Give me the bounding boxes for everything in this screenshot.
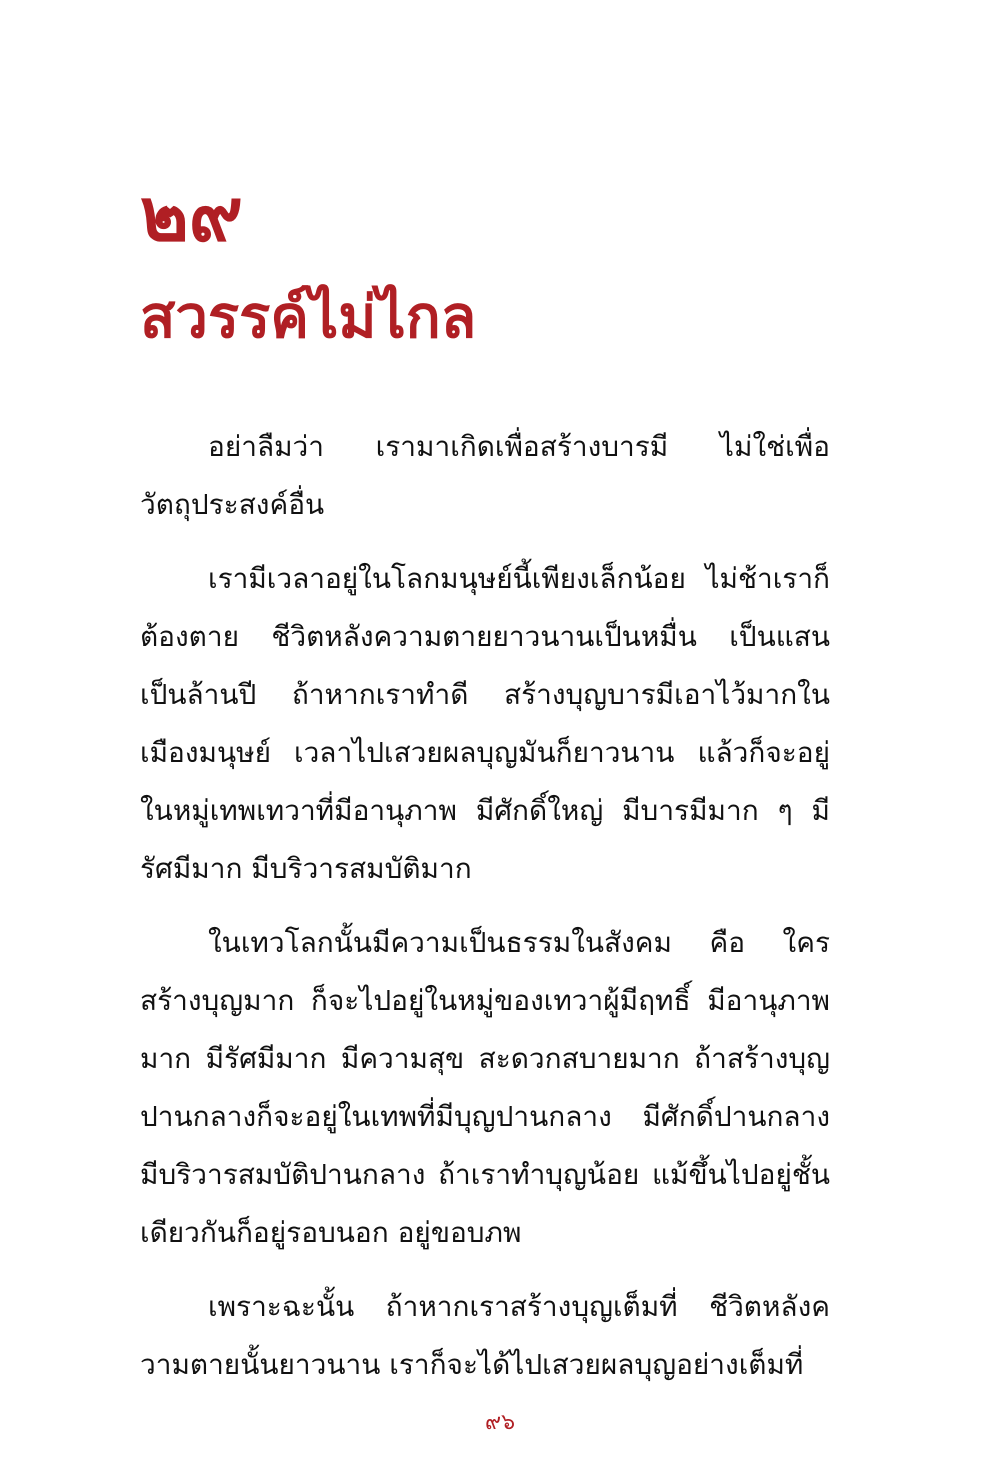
body-text — [140, 418, 830, 1410]
book-page — [140, 0, 830, 1479]
chapter-number: ๒๙ — [140, 172, 243, 258]
page-number: ๙๖ — [484, 1410, 516, 1435]
paragraph: เรามีเวลาอยู่ในโลกมนุษย์นี้เพียงเล็กน้อย ไม่ช้าเราก็ต้องตาย ชีวิตหลังความตายยาวนานเป็นหมื่น เป็นแสน เป็นล้านปี ถ้าหากเราทำดี สร้างบุญบารมีเอาไว้มากในเมืองมนุษย์ เวลาไปเสวยผลบุญมันก็ยาวนาน แล้วก็จะอยู่ในหมู่เทพเทวาที่มีอานุภาพ มีศักดิ์ใหญ่ มีบารมีมาก ๆ มีรัศมีมาก มีบริวารสมบัติมาก — [140, 562, 830, 885]
paragraph: เพราะฉะนั้น ถ้าหากเราสร้างบุญเต็มที่ ชีวิตหลังความตายนั้นยาวนาน เราก็จะได้ไปเสวยผลบุญอย่างเต็มที่ — [140, 1290, 830, 1381]
paragraph: ในเทวโลกนั้นมีความเป็นธรรมในสังคม คือ ใครสร้างบุญมาก ก็จะไปอยู่ในหมู่ของเทวาผู้มีฤทธิ์ มีอานุภาพมาก มีรัศมีมาก มีความสุข สะดวกสบายมาก ถ้าสร้างบุญปานกลางก็จะอยู่ในเทพที่มีบุญปานกลาง มีศักดิ์ปานกลาง มีบริวารสมบัติปานกลาง ถ้าเราทำบุญน้อย แม้ขึ้นไปอยู่ชั้นเดียวกันก็อยู่รอบนอก อยู่ขอบภพ — [140, 926, 830, 1249]
paragraph: อย่าลืมว่า เรามาเกิดเพื่อสร้างบารมี ไม่ใช่เพื่อวัตถุประสงค์อื่น — [140, 430, 830, 521]
chapter-title: สวรรค์ไม่ไกล — [140, 283, 477, 351]
